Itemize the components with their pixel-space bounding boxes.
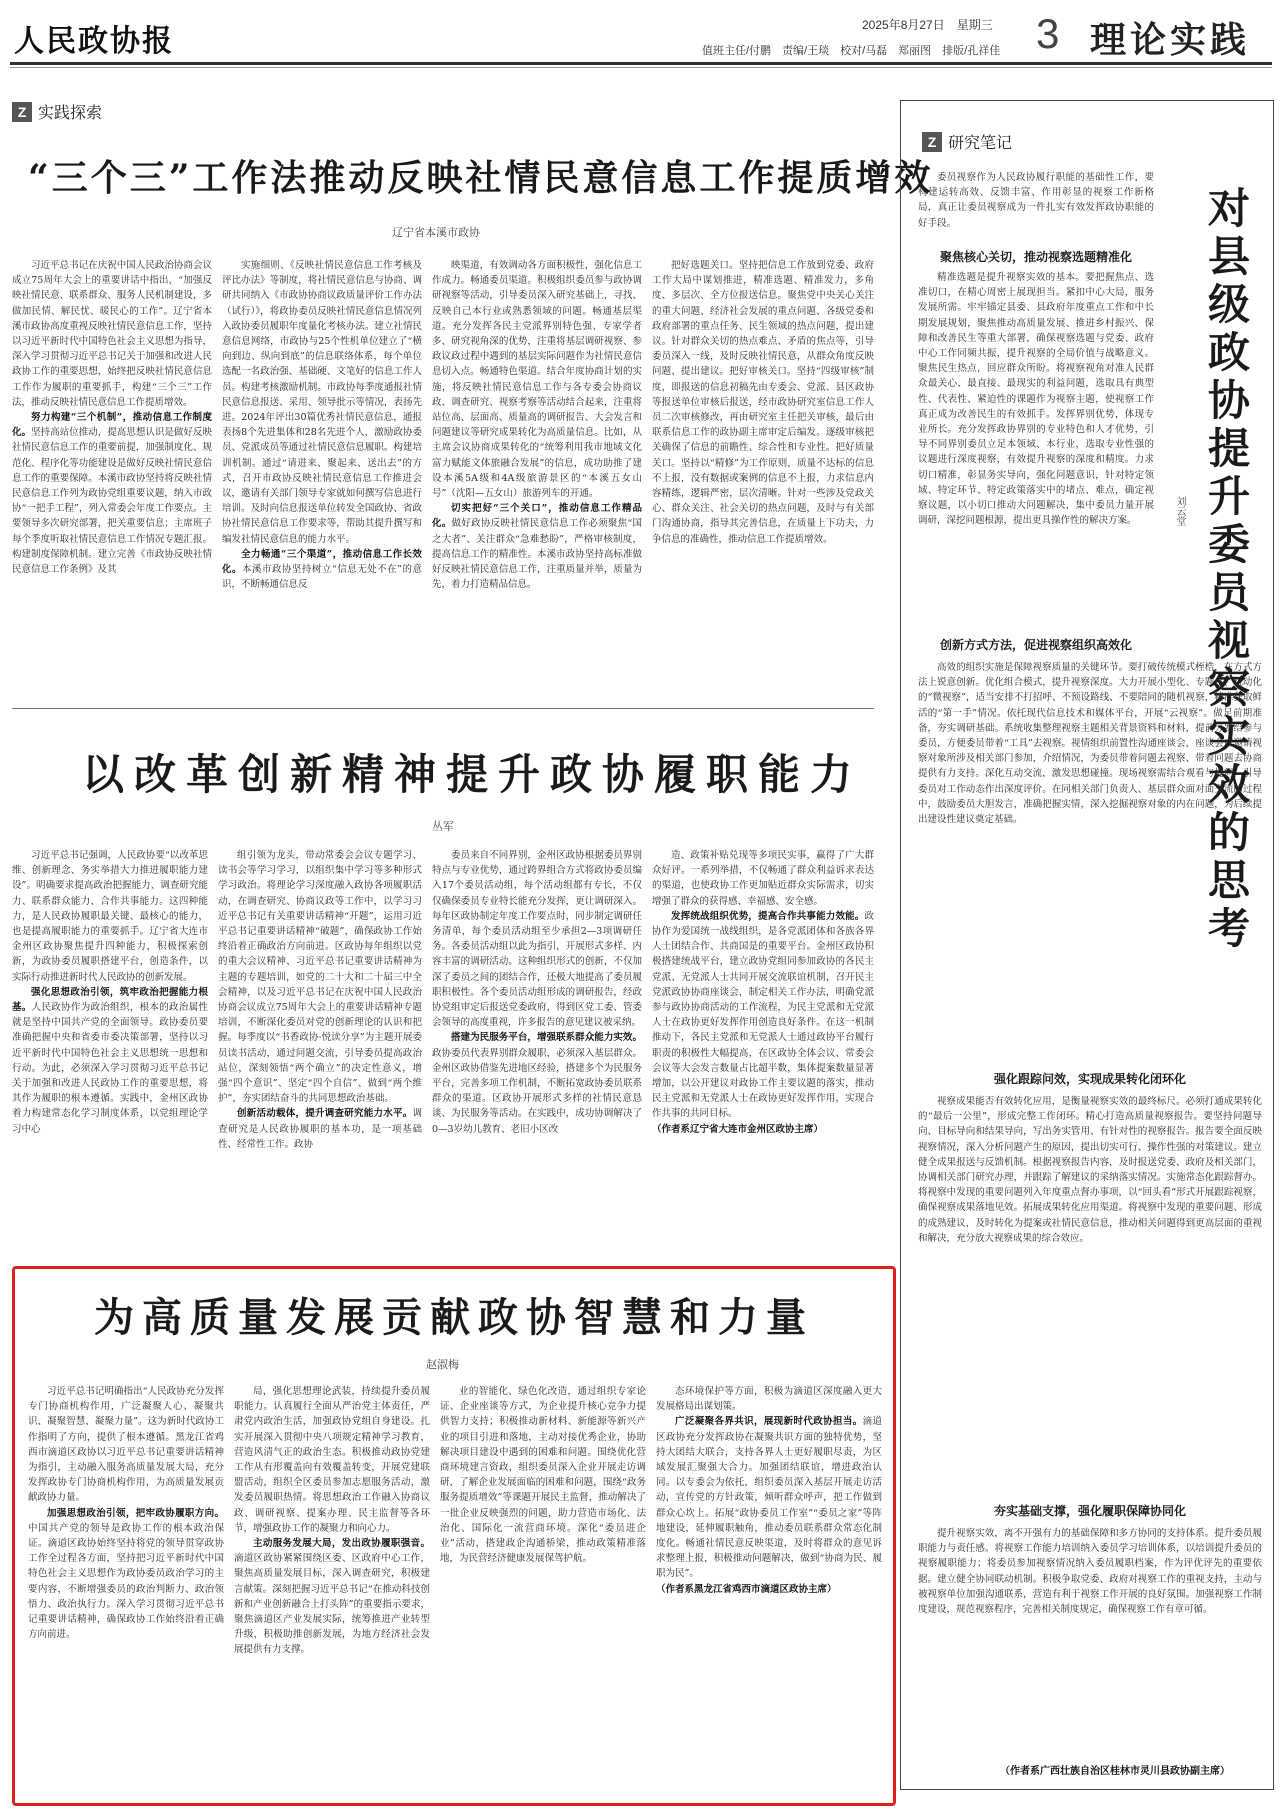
subheading: 主动服务发展大局，发出政协履职强音。 — [253, 1538, 430, 1550]
section-label-research — [922, 130, 1012, 153]
paragraph: 业的智能化、绿色化改造，通过组织专家论证、企业座谈等方式，为企业提升核心竞争力提供智力支持；积极推动新材料、新能源等新兴产业的项目引进和落地，主动对接优秀企业，协助解决项目建设中遇到的困难和问题。围绕优化营商环境建言资政，组织委员深入企业开展走访调研，了解企业发展面临的困难和问题，围绕“政务服务提质增效”等课题开展民主监督，推动解决了一批企业反映强烈的问题，助力营造市场化、法治化、国际化一流营商环境。深化“委员进企业”活动，搭建政企沟通桥梁，推动政策精准落地，为民营经济健康发展保驾护航。 — [440, 1386, 646, 1565]
article4-section-3 — [918, 1094, 1262, 1490]
paragraph: 造、政策补贴兑现等多项民实事，赢得了广大群众好评。一系列举措，不仅畅通了群众利益诉求表达的渠道，也使政协工作更加贴近群众实际需求，切实增强了群众的获得感、幸福感、安全感。 — [652, 850, 874, 907]
article1-column-3 — [432, 258, 642, 686]
paragraph: 组引领为龙头，带动常委会会议专题学习、读书会等学习学习，以组织集中学习等多种形式学习政治。将理论学习深度融入政协各项履职活动，在调查研究、协商议政等工作中，以学习习近平总书记有关重要讲话精神“开题”，运用习近平总书记重要讲话精神“破题”，确保政协工作始终沿着正确政治方向前进。区政协每年组织以党的重大会议精神、习近平总书记重要讲话精神为主题的专题培训，如党的二十大和二十届三中全会精神，以及习近平总书记在庆祝中国人民政治协商会议成立75周年大会上的重要讲话精神专题培训，不断深化委员对党的创新理论的认识和把握。每季度以“书香政协·悦读分享”为主题开展委员读书活动，通过问题交流，引导委员提高政治站位，深刻领悟“两个确立”的决定性意义，增强“四个意识”、坚定“四个自信”、做到“两个维护”，夯实团结奋斗的共同思想政治基础。 — [218, 850, 422, 1105]
paragraph: 委员视察作为人民政协履行职能的基础性工作，要构建运转高效、反馈丰富、作用彰显的视察工作新格局，真正让委员视察成为一件扎实有效发挥政协职能的好手段。 — [918, 172, 1154, 229]
article4-section-1 — [918, 270, 1154, 628]
subheading: 切实把好“三个关口”，推动信息工作精品化。 — [432, 503, 642, 530]
author-credit: （作者系黑龙江省鸡西市滴道区政协主席） — [656, 1583, 837, 1595]
subheading: 发挥统战组织优势，提高合作共事能力效能。 — [671, 910, 865, 922]
paragraph: 映渠道，有效调动各方面积极性，强化信息工作成力。畅通委员渠道。积极组织委员参与政协调研视察等活动，引导委员深入研究基础上，寻找、反映自己本行业或熟悉领域的问题。畅通基层渠道。充分发挥各民主党派界别特色强、专家学者多、研究视角深的优势，注重将基层调研视察、参政议政过程中遇到的基层实际问题作为社情民意信息切入点。畅通特色渠道。结合年度协商计划的实施，将反映社情民意信息工作与各专委会协商议政、调查研究、视察考察等活动结合起来，注重将站位高、层面高、质量高的调研报告、大会发言和问题建议等研究成果转化为高质量信息。比如，从主席会议协商成果转化的“统筹利用我市地域文化富力赋能文体旅融合发展”的信息，成功助推了建设本溪5A级和4A级旅游景区的“本溪五女山号”（沈阳—五女山）旅游列车的开通。 — [432, 260, 642, 500]
paragraph: 调查研究是人民政协履职的基本功，是一项基础性、经常性工作。政协 — [218, 1108, 422, 1150]
section-label-practice — [12, 100, 102, 123]
paragraph: 滴道区政协紧紧围绕区委、区政府中心工作，聚焦高质量发展目标，深入调查研究，积极建言献策。深刻把握习近平总书记“在推动科技创新和产业创新融合上打头阵”的重要指示要求，聚焦滴道区产业发展实际，统筹推进产业转型升级，积极助推创新发展，为地方经济社会发展提供有力支撑。 — [234, 1553, 430, 1656]
paragraph: 习近平总书记强调，人民政协要“以改革思维、创新理念、务实举措大力推进履职能力建设”。明确要求提高政治把握能力、调查研究能力、联系群众能力、合作共事能力。这四种能力，是人民政协履职最关键、最核心的能力，也是提高履职能力的重要抓手。辽宁省大连市金州区政协聚焦提升四种能力，积极探索创新，为政协委员履职搭建平台，创造条件，以实际行动推进新时代人民政协的创新发展。 — [12, 850, 208, 983]
paragraph: 委员来自不同界别，金州区政协根据委员界别特点与专业优势，通过跨界组合方式将政协委员编入17个委员活动组，每个活动组都有专长，不仅仅确保委员专业特长能充分发挥，更让调研深入。每年区政协制定年度工作要点时，同步制定调研任务清单，每个委员活动组至少承担2—3项调研任务。各委员活动组以此为指引，开展形式多样、内容丰富的调研活动。这种组织形式的创新，不仅加深了委员之间的团结合作，还极大地提高了委员履职积极性。各个委员活动组形成的调研报告，经政协党组审定后报送党委政府，得到区党工委、管委会领导的高度重视，许多报告的意见建议被采纳。 — [432, 850, 642, 1029]
issue-date: 2025年8月27日 星期三 — [862, 18, 993, 32]
article3-column-3 — [440, 1384, 646, 1798]
article4-subheading-3: 强化跟踪问效，实现成果转化闭环化 — [993, 1072, 1186, 1086]
paragraph: 人民政协作为政治组织，根本的政治属性就是坚持中国共产党的全面领导。政协委员要准确把握中央和省委市委决策部署，坚持以习近平新时代中国特色社会主义思想统一思想和行动。为此，必须深入学习贯彻习近平总书记关于加强和改进人民政协工作的重要思想，将其作为履职的根本遵循。实践中，金州区政协着力构建常态化学习制度体系，以党组理论学习中心 — [12, 1002, 208, 1135]
article3-column-4 — [656, 1384, 882, 1798]
masthead-rule-thin — [10, 67, 1272, 68]
article2-column-4 — [652, 848, 874, 1238]
paragraph: 习近平总书记在庆祝中国人民政治协商会议成立75周年大会上的重要讲话中指出，“加强反映社情民意、联系群众、服务人民机制建设，多做加民情、解民忧、暖民心的工作”。辽宁省本溪市政协高度重视反映社情民意信息工作，坚持以习近平新时代中国特色社会主义思想为指导，深入学习贯彻习近平总书记关于加强和改进人民政协工作的重要思想，始终把反映社情民意信息工作作为履职的重要抓手，构建“三个三”工作法，推动反映社情民意信息工作提质增效。 — [12, 260, 212, 408]
subheading: 努力构建“三个机制”，推动信息工作制度化。 — [12, 412, 212, 439]
paragraph: 高效的组织实施是保障视察质量的关键环节。要打破传统模式桎梏，在方式方法上锐意创新。优化组合模式，提升视察深度。大力开展小型化、专题化、机动化的“微视察”，适当安排不打招呼、不预设路线、不要陪同的随机视察，精准获取鲜活的“第一手”情况。依托现代信息技术和媒体平台，开展“云视察”。做足前期准备，夯实调研基础。系统收集整理视察主题相关背景资料和材料，提前分发给参与委员，方便委员带着“工具”去视察。视情组织前置性沟通座谈会，座谈会应邀请视察对象所涉及相关部门参加，介绍情况，为委员带着问题去视察、带着问题去协商提供有力支持。深化互动交流，激发思想碰撞。现场视察需结合观看与提问，引导委员对工作动态作出深度评价。在同相关部门负责人、基层群众面对面交流的过程中，鼓励委员大胆发言，准确把握实情，深入挖掘视察对象的内在问题，为后续提出建设性建议奠定基础。 — [918, 662, 1262, 826]
author-credit: （作者系辽宁省大连市金州区政协主席） — [652, 1123, 824, 1135]
newspaper-logo: 人民政协报 — [14, 24, 174, 59]
page-section-title: 理论实践 — [1090, 19, 1251, 61]
paragraph: 局，强化思想理论武装，持续提升委员履职能力。认真履行全面从严治党主体责任，严肃党内政治生活，加强政协党组自身建设。扎实开展深入贯彻中央八项规定精神学习教育，营造风清气正的政治生态。积极推动政协党建工作从有形覆盖向有效覆盖转变，开展党建联盟活动，组织全区委员参加志愿服务活动，激发委员履职热情。将思想政治工作融入协商议政、调研视察、提案办理、民主监督等各环节，增强政协工作的凝聚力和向心力。 — [234, 1386, 430, 1534]
article2-column-1 — [12, 848, 208, 1238]
article4-section-2 — [918, 660, 1262, 1060]
paragraph: 坚持高站位推动，提高思想认识是做好反映社情民意信息工作的重要前提，加强制度化、规范化、程序化等功能建设是做好反映社情民意信息工作的重要保障。本溪市政协坚持将反映社情民意信息工作列为政协党组重要议题，纳入市政协“一把手工程”，列入常委会年度工作要点。主要领导多次研究部署，把关重要信息；主席班子每个季度听取社情民意信息工作情况专题汇报。构建制度保障机制。建立完善《市政协反映社情民意信息工作条例》及其 — [12, 427, 212, 576]
article-divider — [12, 708, 874, 709]
section-badge-icon: Z — [922, 132, 942, 152]
page-number: 3 — [1036, 10, 1060, 57]
subheading: 搭建为民服务平台，增强联系群众能力实效。 — [451, 1032, 642, 1044]
paragraph: 提升视察实效，离不开强有力的基础保障和多方协同的支持体系。提升委员履职能力与责任感。将视察工作能力培训纳入委员学习培训体系，以培训提升委员的视察履职能力；将委员参加视察情况纳入委员履职档案，作为评优评先的重要依据。建立健全协同联动机制。积极争取党委、政府对视察工作的重视支持，主动与被视察单位加强沟通联系，营造有利于视察工作开展的良好氛围。加强视察工作制度建设，规范视察程序，完善相关制度规定，确保视察工作有章可循。 — [918, 1528, 1262, 1616]
subheading: 创新活动载体，提升调查研究能力水平。 — [237, 1108, 413, 1120]
paragraph: 政协作为爱国统一战线组织，是各党派团体和各族各界人士团结合作、共商国是的重要平台。金州区政协积极搭建统战平台，建立政协党组同参加政协的各民主党派、无党派人士共同开展交流联谊机制，召开民主党派政协协商座谈会，制定相关工作办法，明确党派参与政协协商活动的工作流程，为民主党派和无党派人士在政协更好发挥作用创造良好条件。在这一机制推动下，各民主党派和无党派人士通过政协平台履行职责的积极性大幅提高，在区政协全体会议、常委会会议等大会发言数量占比超半数，集体提案数量显著增加，以公开建议对政协工作主要议题的落实，推动民主党派和无党派人士在政协更好发挥作用，实现合作共事的共同目标。 — [652, 910, 874, 1120]
article2-column-2 — [218, 848, 422, 1238]
section-label-text: 实践探索 — [38, 105, 103, 122]
article4-subheading-4: 夯实基础支撑，强化履职保障协同化 — [993, 1504, 1186, 1518]
article4-subheading-1: 聚焦核心关切，推动视察选题精准化 — [939, 250, 1132, 264]
article1-column-2 — [222, 258, 422, 686]
subheading: 强化思想政治引领，筑牢政治把握能力根基。 — [12, 986, 208, 1014]
paragraph: 政协委员代表界别群众履职，必须深入基层群众。金州区政协借鉴先进地区经验，搭建多个为民服务平台，完善多项工作机制，不断拓宽政协委员联系群众的渠道。区政协开展形式多样的社情民意恳谈、为民服务等活动。在实践中，成功协调解决了0—3岁幼儿教育、老旧小区改 — [432, 1047, 642, 1135]
article4-intro — [918, 170, 1154, 242]
paragraph: 中国共产党的领导是政协工作的根本政治保证。滴道区政协始终坚持将党的领导贯穿政协工作全过程各方面，坚持把习近平新时代中国特色社会主义思想作为政协委员政治学习的主要内容，不断增强委员的政治判断力、政治领悟力、政治执行力。深入学习贯彻习近平总书记重要讲话精神，确保政协工作始终沿着正确方向前进。 — [28, 1522, 224, 1641]
subheading: 加强思想政治引领，把牢政协履职方向。 — [47, 1507, 224, 1519]
article4-subheading-2: 创新方式方法，促进视察组织高效化 — [939, 638, 1132, 652]
paragraph: 实施细则、《反映社情民意信息工作考核及评比办法》等制度，将社情民意信息与协商、调研共同纳入《市政协协商议政质量评价工作办法（试行）》，将政协委员反映社情民意信息情况列入政协委员履职年度量化考核办法。建立社情民意信息网络，市政协与25个性机单位建立了“横向到边、纵向到底”的信息联络体系，每个单位选配一名政治强、基础硬、文笔好的信息工作人员。构建考核激励机制。市政协每季度通报社情民意信息报送、采用、领导批示等情况，表扬先进。2024年评出30篇优秀社情民意信息，通报表扬8个先进集体和28名先进个人，激励政协委员、党派成员等通过社情民意信息履职。构建培训机制。通过“请进来、聚起来、送出去”的方式，召开市政协反映社情民意信息工作推进会议，邀请有关部门领导专家就如何撰写信息进行培训。及时向信息报送单位转发全国政协、省政协社情民意信息工作要求等，帮助其提升撰写和编发社情民意信息的能力水平。 — [222, 260, 422, 545]
article4-section-4 — [918, 1526, 1262, 1754]
paragraph: 把好选题关口。坚持把信息工作放到党委、政府工作大局中谋划推进，精准选题、精准发力，多角度、多层次、全方位报送信息。聚焦党中央关心关注的重大问题、经济社会发展的重点问题、各级党委和政府部署的重点任务、民生领域的热点问题，提出建议。针对群众关切的热点难点、矛盾的焦点等，引导委员深入一线，及时反映社情民意，从群众角度反映问题、提出建议。把好审核关口。坚持“四级审核”制度，即报送的信息初稿先由专委会、党派、县区政协等报送单位审核后报送，经市政协研究室信息工作人员二次审核修改，再由研究室主任把关审核，最后由联系信息工作的政协副主席审定后编发。逐级审核把关确保了信息的前瞻性、综合性和专业性。把好质量关口。坚持以“精修”为工作原则，质量不达标的信息不上报，没有数据或案例的信息不上报，力求信息内容精练，逻辑严密，层次清晰。针对一些涉及党政关心、群众关注、社会关切的热点问题，及时与有关部门沟通协商，指导其完善信息，在质量上下功夫，力争信息的准确性，推动信息工作提质增效。 — [652, 260, 874, 545]
staff-credits: 值班主任/付鹏 责编/王琰 校对/马磊 郑丽图 排版/孔祥佳 — [702, 45, 1001, 57]
masthead-rule — [10, 62, 1272, 65]
article4-author: 刘云堂 — [1174, 496, 1185, 526]
paragraph: 本溪市政协坚持树立“信息无处不在”的意识，不断畅通信息反 — [222, 564, 422, 591]
article1-byline: 辽宁省本溪市政协 — [392, 227, 480, 239]
paragraph: 态环境保护等方面，积极为滴道区深度融入更大发展格局出谋划策。 — [656, 1386, 882, 1413]
article3-title: 为高质量发展贡献政协智慧和力量 — [94, 1294, 814, 1341]
paragraph: 视察成果能否有效转化应用，是衡量视察实效的最终标尺。必须打通成果转化的“最后一公里”，形成完整工作闭环。精心打造高质量视察报告。要坚持问题导向、目标导向和结果导向，写出务实管用、有针对性的视察报告。报告要全面反映视察情况，深入分析问题产生的原因，提出切实可行、操作性强的对策建议。建立健全成果报送与反馈机制。根据视察报告内容，及时报送党委、政府及相关部门，协调相关部门研究办理，并跟踪了解建议的采纳落实情况。实施常态化跟踪督办。将视察中发现的重要问题列入年度重点督办事项，以“回头看”形式开展跟踪视察，确保视察成果落地见效。拓展成果转化应用渠道。将视察中发现的重要问题、形成的成熟建议，及时转化为提案或社情民意信息，推动相关问题得到更高层面的重视和解决，充分放大视察成果的综合效应。 — [918, 1096, 1262, 1244]
article1-column-1 — [12, 258, 212, 686]
paragraph: 习近平总书记明确指出“人民政协充分发挥专门协商机构作用，广泛凝聚人心、凝聚共识、凝聚智慧、凝聚力量”。这为新时代政协工作指明了方向，提供了根本遵循。黑龙江省鸡西市滴道区政协以习近平总书记重要讲话精神为指引，主动融入服务高质量发展大局，充分发挥政协专门协商机构作用，为高质量发展贡献政协力量。 — [28, 1386, 224, 1504]
article3-byline: 赵淑梅 — [426, 1359, 459, 1371]
paragraph: 精准选题是提升视察实效的基本。要把握焦点、选准切口，在精心周密上展现担当。紧扣中心大局，服务发展所需。牢牢锚定县委、县政府年度重点工作和中长期发展规划，聚焦推动高质量发展、推进乡村振兴、保障和改善民生等重大部署，确保视察选题与党委、政府中心工作同频共振，提升视察的全局价值与战略意义。聚焦民生热点，回应群众所盼。将视察视角对准人民群众最关心、最直接、最现实的利益问题，选取具有典型性、代表性、紧迫性的课题作为视察主题，使视察工作真正成为改善民生的有效抓手。发挥界别优势，体现专业所长。充分发挥政协界别的专业特色和人才优势，引导不同界别委员立足本领域、本行业，选取专业性强的议题进行深度视察，有效提升视察的深度和精度。力求切口精准，彰显务实导向，强化问题意识，针对特定领域、特定环节、特定政策落实中的堵点、难点，确定视察议题，以小切口推动大问题解决，集中委员力量开展调研，深挖问题根源，提出更具操作性的解决方案。 — [918, 272, 1154, 527]
article3-column-2 — [234, 1384, 430, 1798]
paragraph: 滴道区政协充分发挥政协在凝聚共识方面的独特优势，坚持大团结大联合，支持各界人士更好履职尽责，为区域发展汇聚强大合力。加强团结联谊，增进政治认同。以专委会为依托，组织委员深入基层开展走访活动，宣传党的方针政策，倾听群众呼声，把工作做到群众心坎上。拓展“政协委员工作室”“委员之家”等阵地建设，延伸履职触角，推动委员联系群众常态化制度化。畅通社情民意反映渠道，及时将群众的意见诉求整理上报，积极推动问题解决，做到“协商为民、履职为民”。 — [656, 1416, 882, 1580]
article1-column-4 — [652, 258, 874, 686]
section-label-text: 研究笔记 — [948, 135, 1013, 152]
section-badge-icon: Z — [12, 102, 32, 122]
article2-byline: 丛军 — [432, 821, 454, 833]
author-credit: （作者系广西壮族自治区桂林市灵川县政协副主席） — [1000, 1766, 1230, 1777]
article1-title: “三个三”工作法推动反映社情民意信息工作提质增效 — [28, 157, 934, 199]
article4-title: 对县级政协提升委员视察实效的思考 — [1202, 186, 1251, 954]
article2-column-3 — [432, 848, 642, 1238]
subheading: 广泛凝聚各界共识，展现新时代政协担当。 — [675, 1416, 863, 1428]
article3-column-1 — [28, 1384, 224, 1798]
paragraph: 做好政协反映社情民意信息工作必须聚焦“国之大者”、关注群众“急难愁盼”，严格审核制度，提高信息工作的精准性。本溪市政协坚持高标准做好反映社情民意信息工作，注重质量并举，质量为先，着力打造精品信息。 — [432, 518, 642, 591]
subheading: 全力畅通“三个渠道”，推动信息工作长效化。 — [222, 548, 422, 576]
article2-title: 以改革创新精神提升政协履职能力 — [82, 750, 863, 799]
